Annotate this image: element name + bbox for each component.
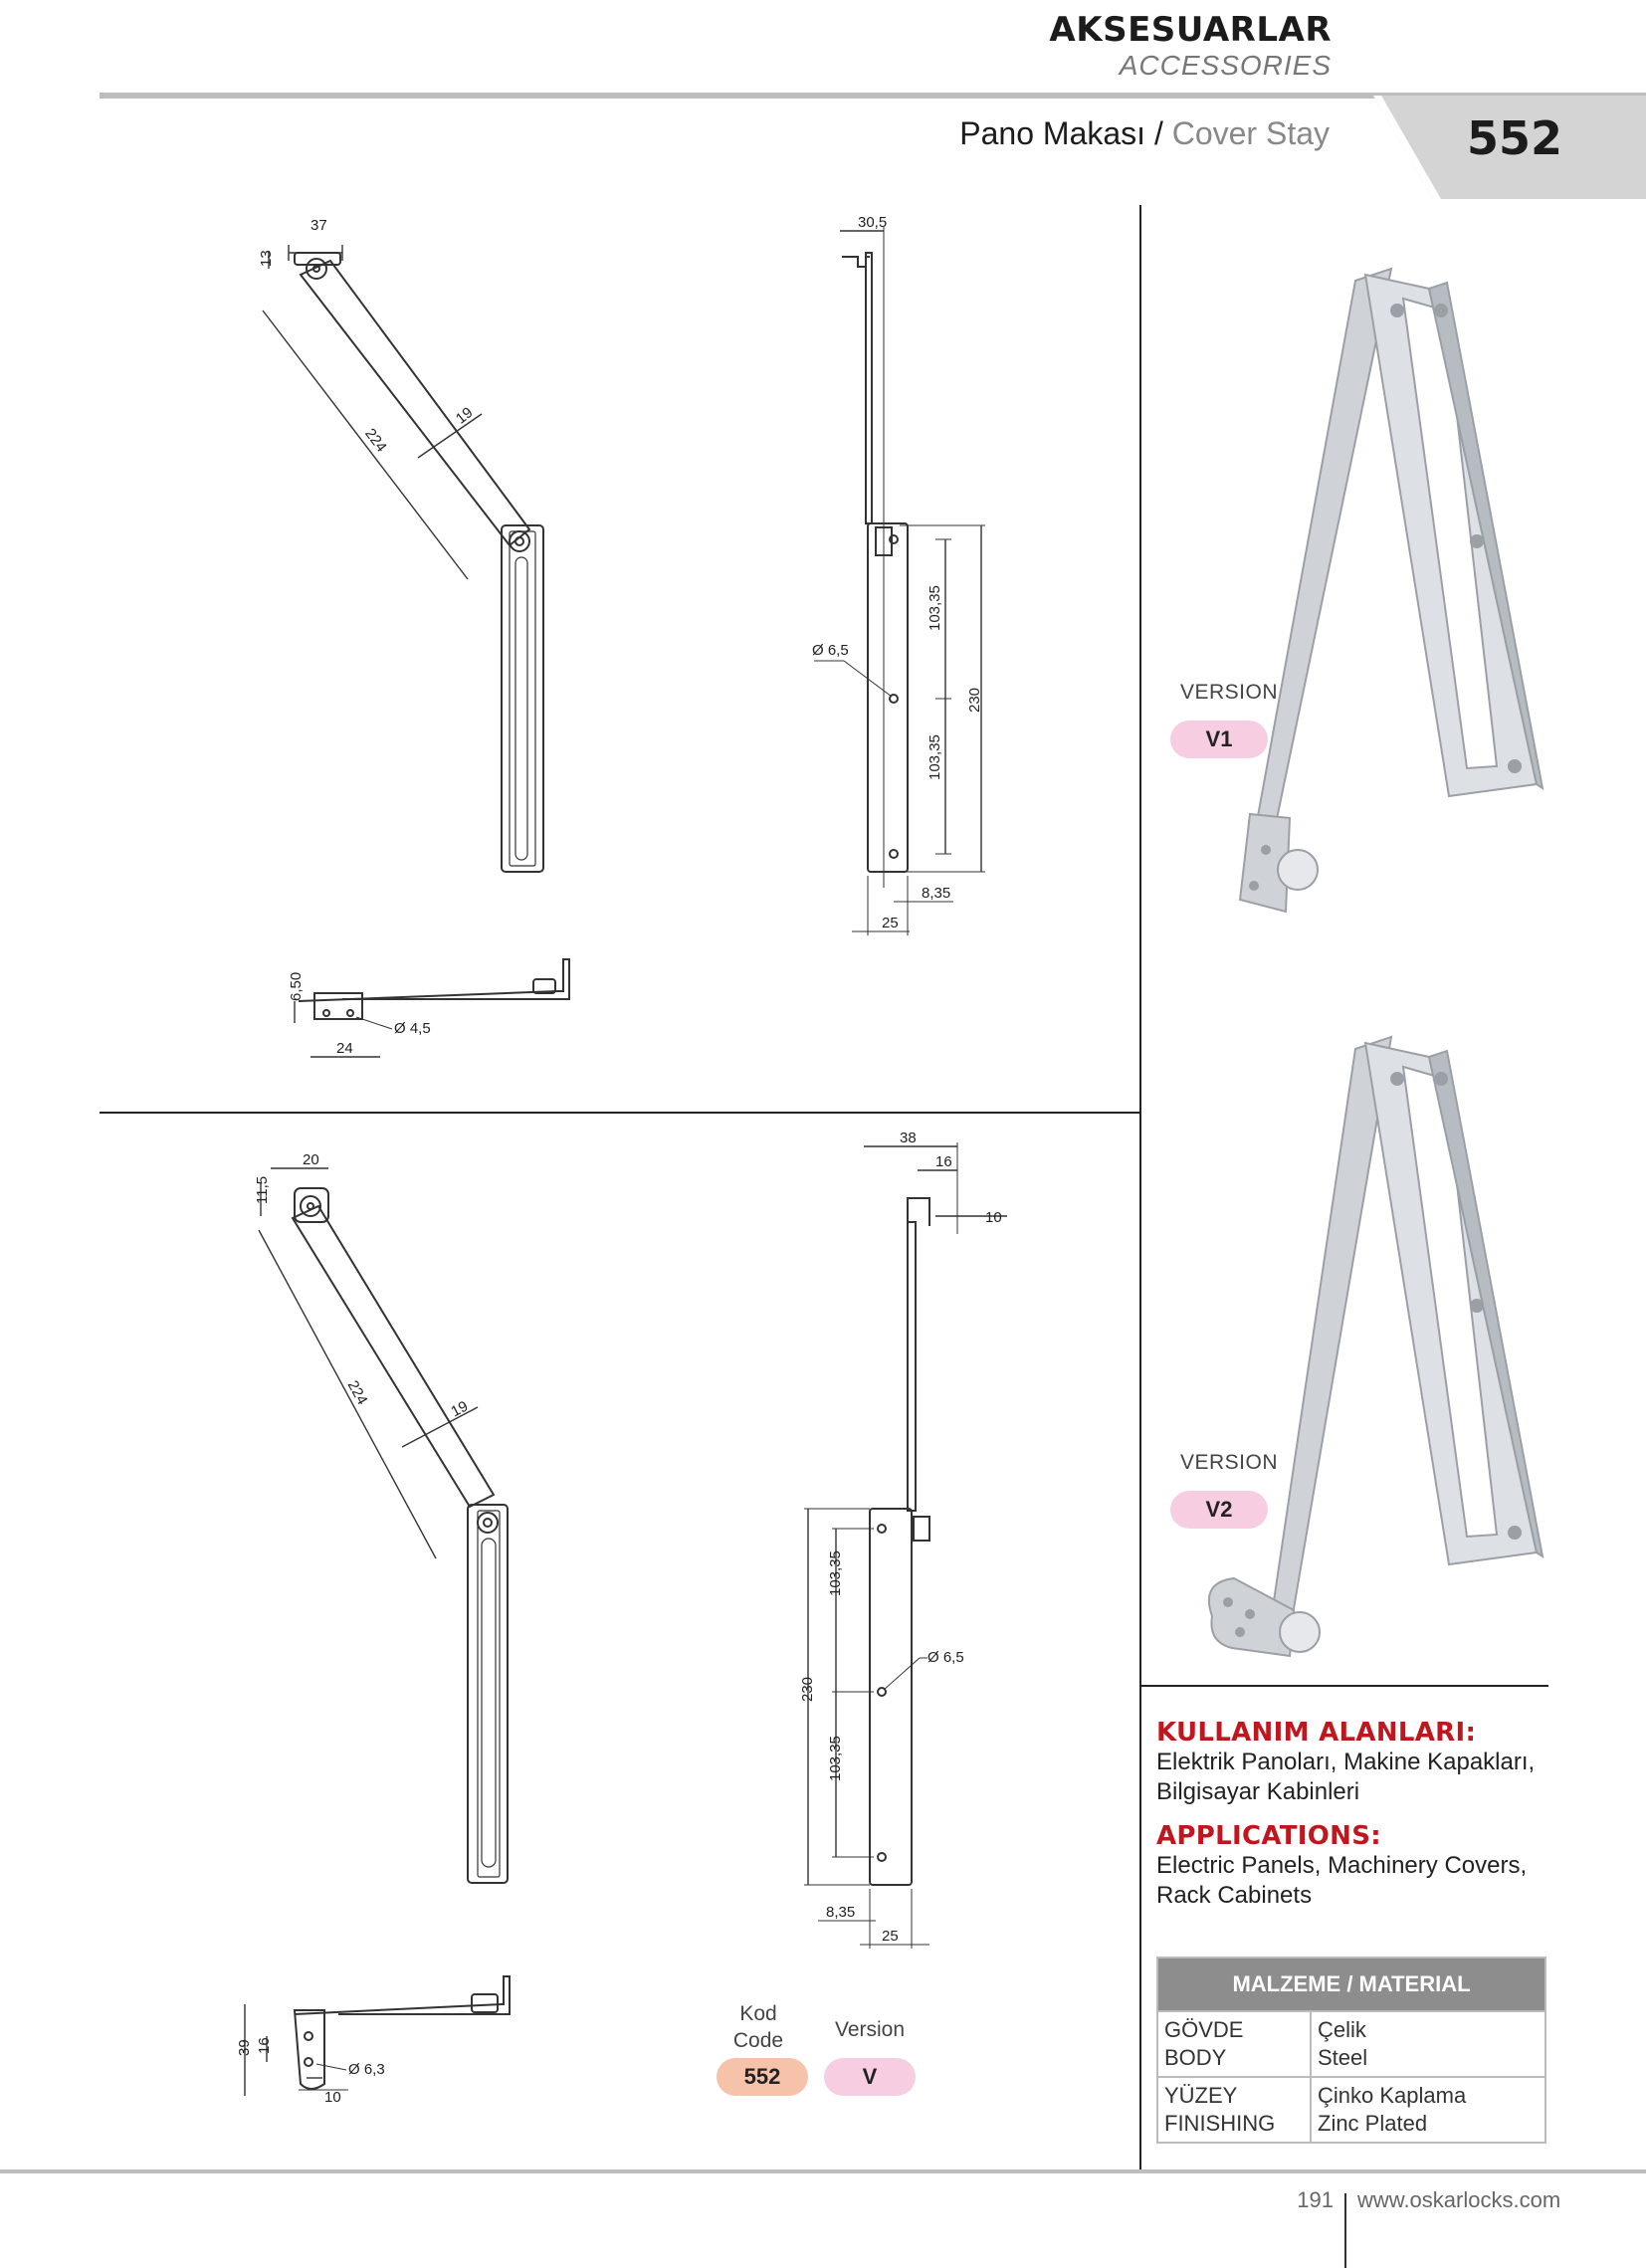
category-subtitle: ACCESSORIES — [1119, 50, 1332, 81]
v2-dim-39: 39 — [236, 2039, 253, 2056]
v1-dim-24: 24 — [336, 1040, 353, 1057]
v2-product-image — [1209, 1037, 1543, 1656]
version-label-v2: VERSION — [1180, 1451, 1279, 1474]
v1-dim-30-5: 30,5 — [858, 214, 888, 231]
applications-line1-tr: Elektrik Panoları, Makine Kapakları, — [1156, 1749, 1536, 1775]
v2-dim-20: 20 — [303, 1151, 319, 1168]
material-row — [1157, 2077, 1545, 2143]
v1-dim-25: 25 — [882, 915, 899, 931]
v2-dim-11-5: 11,5 — [254, 1175, 271, 1204]
v2-dim-16b: 16 — [256, 2037, 273, 2054]
v1-dim-230: 230 — [966, 687, 983, 713]
v1-dim-8-35: 8,35 — [922, 885, 951, 902]
v2-side-view — [254, 1151, 508, 1883]
v2-dim-103-35-b: 103,35 — [827, 1736, 844, 1781]
v2-bottom-view — [236, 1976, 510, 2106]
v1-dim-hole: Ø 6,5 — [812, 642, 849, 659]
page-code: 552 — [1467, 111, 1563, 165]
material-value-tr: Çelik — [1318, 2017, 1366, 2042]
v1-dim-103-35-a: 103,35 — [926, 585, 943, 631]
material-key — [1157, 2011, 1311, 2077]
applications-line2-tr: Bilgisayar Kabinleri — [1156, 1778, 1360, 1805]
v2-dim-10b: 10 — [324, 2089, 341, 2106]
v2-dim-103-35-a: 103,35 — [827, 1550, 844, 1596]
applications-line2-en: Rack Cabinets — [1156, 1882, 1313, 1909]
material-value — [1311, 2077, 1545, 2143]
kod-label-en: Code — [732, 2029, 784, 2052]
material-key-tr: YÜZEY — [1164, 2083, 1238, 2108]
version-column-label: Version — [834, 2018, 906, 2041]
product-name-tr: Pano Makası / — [959, 115, 1163, 151]
v1-front-view — [812, 214, 985, 935]
category-title: AKSESUARLAR — [1049, 10, 1332, 50]
v2-dim-38: 38 — [900, 1130, 917, 1146]
v1-side-view — [258, 217, 543, 872]
version-badge-v2: V2 — [1170, 1491, 1268, 1529]
v1-dim-103-35-b: 103,35 — [926, 734, 943, 780]
applications-title-tr: KULLANIM ALANLARI: — [1156, 1718, 1477, 1748]
material-table — [1156, 1957, 1546, 2144]
v1-product-image — [1240, 269, 1543, 912]
v1-dim-6-50: 6,50 — [288, 971, 305, 1001]
v1-dim-13: 13 — [258, 250, 275, 267]
applications-title-en: APPLICATIONS: — [1156, 1821, 1381, 1851]
material-heading: MALZEME / MATERIAL — [1157, 1958, 1545, 2011]
material-key-en: FINISHING — [1164, 2111, 1276, 2136]
v1-dim-37: 37 — [310, 217, 327, 234]
kod-value: 552 — [717, 2058, 808, 2096]
v1-dim-hole-4-5: Ø 4,5 — [394, 1020, 431, 1037]
v2-front-view — [799, 1130, 1007, 1949]
v2-dim-hole: Ø 6,5 — [927, 1649, 964, 1666]
material-value-en: Zinc Plated — [1318, 2111, 1428, 2136]
applications-block — [1156, 1718, 1574, 1911]
v2-dim-224: 224 — [343, 1377, 371, 1408]
material-value-tr: Çinko Kaplama — [1318, 2083, 1467, 2108]
v2-dim-19: 19 — [448, 1397, 472, 1421]
version-label-v1: VERSION — [1180, 681, 1279, 704]
v1-dim-19: 19 — [452, 403, 477, 428]
version-column-value: V — [824, 2058, 916, 2096]
applications-line1-en: Electric Panels, Machinery Covers, — [1156, 1852, 1528, 1879]
material-value-en: Steel — [1318, 2045, 1368, 2070]
material-value — [1311, 2011, 1545, 2077]
v2-dim-16: 16 — [935, 1153, 952, 1170]
website-link[interactable]: www.oskarlocks.com — [1357, 2187, 1561, 2212]
material-key-tr: GÖVDE — [1164, 2017, 1244, 2042]
v2-dim-hole-6-3: Ø 6,3 — [348, 2061, 385, 2078]
v1-dim-224: 224 — [361, 425, 390, 456]
v2-dim-10: 10 — [985, 1209, 1002, 1226]
kod-label — [719, 2000, 798, 2054]
product-name-en: Cover Stay — [1171, 115, 1330, 151]
material-key — [1157, 2077, 1311, 2143]
v2-dim-8-35: 8,35 — [826, 1904, 856, 1921]
kod-label-tr: Kod — [739, 2002, 777, 2025]
v1-bottom-view — [288, 959, 569, 1057]
page-number: 191 — [1297, 2187, 1334, 2212]
version-badge-v1: V1 — [1170, 721, 1268, 758]
material-key-en: BODY — [1164, 2045, 1227, 2070]
material-row — [1157, 2011, 1545, 2077]
v2-dim-25: 25 — [882, 1928, 899, 1945]
footer-lines — [0, 2160, 1646, 2268]
v2-dim-230: 230 — [799, 1676, 816, 1702]
